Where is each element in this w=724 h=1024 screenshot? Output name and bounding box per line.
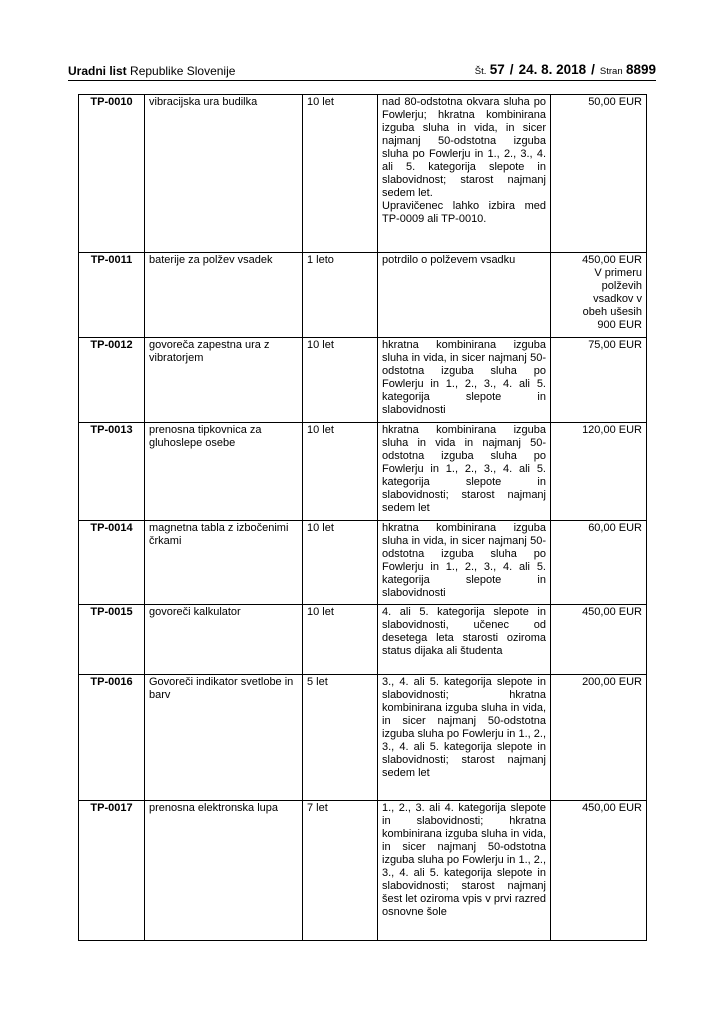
header-rule (68, 80, 656, 81)
table-row (79, 253, 647, 338)
row-name: govoreča zapestna ura z vibratorjem (145, 338, 303, 423)
row-code: TP-0017 (79, 801, 145, 941)
row-period: 10 let (303, 423, 378, 521)
price-line: 450,00 EUR (582, 254, 642, 266)
row-code: TP-0011 (79, 253, 145, 338)
row-price (551, 521, 647, 605)
row-period: 1 leto (303, 253, 378, 338)
row-conditions: 4. ali 5. kategorija slepote in slabovidnosti, učenec od desetega leta starosti oziroma status dijaka ali študenta (378, 605, 551, 675)
issue-label: Št. (474, 66, 487, 77)
table-row (79, 801, 647, 941)
publication-title-rest: Republike Slovenije (130, 64, 236, 78)
issue-info (475, 62, 656, 77)
price-line: vsadkov v (593, 293, 642, 305)
publication-title-bold: Uradni list (68, 64, 127, 78)
row-name: prenosna tipkovnica za gluhoslepe osebe (145, 423, 303, 521)
issue-date: 24. 8. 2018 (518, 62, 587, 77)
price-line: 900 EUR (597, 319, 642, 331)
table-row (79, 675, 647, 801)
price-line: 75,00 EUR (588, 339, 642, 351)
row-code: TP-0015 (79, 605, 145, 675)
price-line: obeh ušesih (582, 306, 642, 318)
row-conditions: hkratna kombinirana izguba sluha in vida in najmanj 50-odstotna izguba sluha po Fowlerju in 1., 2., 3., 4. ali 5. kategorija slepote in slabovidnosti; starost najmanj sedem let (378, 423, 551, 521)
conditions-note: Upravičenec lahko izbira med TP-0009 ali TP-0010. (382, 200, 546, 225)
row-name: govoreči kalkulator (145, 605, 303, 675)
row-name: magnetna tabla z izbočenimi črkami (145, 521, 303, 605)
price-line: 200,00 EUR (582, 676, 642, 688)
row-period: 10 let (303, 605, 378, 675)
row-name: prenosna elektronska lupa (145, 801, 303, 941)
separator: / (509, 62, 514, 77)
row-price (551, 423, 647, 521)
row-code: TP-0014 (79, 521, 145, 605)
row-price (551, 801, 647, 941)
row-conditions: 1., 2., 3. ali 4. kategorija slepote in slabovidnosti; hkratna kombinirana izguba sluha in vida, in sicer najmanj 50-odstotna izguba sluha po Fowlerju in 1., 2., 3., 4. ali 5. kategorija slepote in slabovidnosti; starost najmanj šest let oziroma vpis v prvi razred osnovne šole (378, 801, 551, 941)
row-name: baterije za polžev vsadek (145, 253, 303, 338)
row-price (551, 675, 647, 801)
table-row (79, 338, 647, 423)
table-row (79, 95, 647, 253)
publication-title (68, 64, 235, 78)
row-code: TP-0010 (79, 95, 145, 253)
price-line: 450,00 EUR (582, 606, 642, 618)
row-name: vibracijska ura budilka (145, 95, 303, 253)
row-code: TP-0013 (79, 423, 145, 521)
row-period: 5 let (303, 675, 378, 801)
conditions-text: nad 80-odstotna okvara sluha po Fowlerju; hkratna kombinirana izguba sluha in vida, in sicer najmanj 50-odstotna izguba sluha po Fowlerju in 1., 2., 3., 4. ali 5. kategorija slepote in slabovidnost; starost najmanj sedem let. (382, 96, 546, 199)
price-line: 50,00 EUR (588, 96, 642, 108)
row-price (551, 95, 647, 253)
price-line: 120,00 EUR (582, 424, 642, 436)
table-row (79, 521, 647, 605)
separator: / (591, 62, 595, 77)
row-period: 10 let (303, 95, 378, 253)
table-row (79, 605, 647, 675)
row-conditions: hkratna kombinirana izguba sluha in vida, in sicer najmanj 50-odstotna izguba sluha po Fowlerju in 1., 2., 3., 4. ali 5. kategorija slepote in slabovidnosti (378, 338, 551, 423)
price-line: polževih (601, 280, 642, 292)
row-conditions: 3., 4. ali 5. kategorija slepote in slabovidnosti; hkratna kombinirana izguba sluha in vida, in sicer najmanj 50-odstotna izguba sluha po Fowlerju in 1., 2., 3., 4. ali 5. kategorija slepote in slabovidnosti; starost najmanj sedem let (378, 675, 551, 801)
page-label: Stran (599, 66, 623, 77)
row-conditions: potrdilo o polževem vsadku (378, 253, 551, 338)
row-code: TP-0012 (79, 338, 145, 423)
row-price (551, 338, 647, 423)
issue-number: 57 (489, 62, 505, 77)
row-period: 7 let (303, 801, 378, 941)
aids-table (78, 94, 647, 941)
row-period: 10 let (303, 521, 378, 605)
table-row (79, 423, 647, 521)
page-header (68, 61, 656, 81)
row-conditions (378, 95, 551, 253)
row-code: TP-0016 (79, 675, 145, 801)
page-number: 8899 (625, 62, 656, 77)
row-conditions: hkratna kombinirana izguba sluha in vida, in sicer najmanj 50-odstotna izguba sluha po Fowlerju in 1., 2., 3., 4. ali 5. kategorija slepote in slabovidnosti (378, 521, 551, 605)
row-price (551, 605, 647, 675)
row-name: Govoreči indikator svetlobe in barv (145, 675, 303, 801)
price-line: 60,00 EUR (588, 522, 642, 534)
price-line: V primeru (594, 267, 642, 279)
row-period: 10 let (303, 338, 378, 423)
row-price (551, 253, 647, 338)
price-line: 450,00 EUR (582, 802, 642, 814)
